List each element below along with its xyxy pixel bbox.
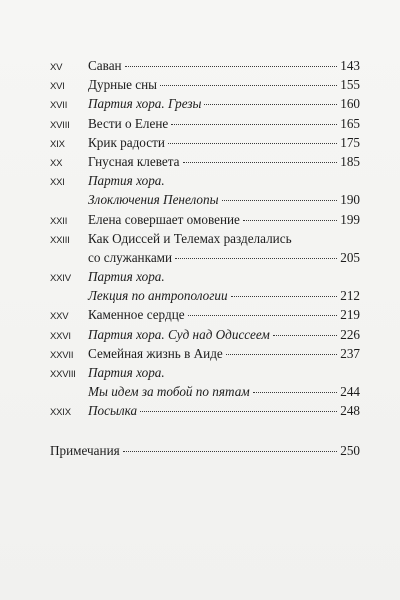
dot-leader — [188, 315, 338, 316]
dot-leader — [168, 143, 337, 144]
chapter-number: XXVIII — [50, 369, 76, 380]
chapter-number: XXIX — [50, 407, 71, 419]
dot-leader — [204, 104, 337, 105]
dot-leader — [140, 411, 337, 412]
chapter-title: Лекция по антропологии — [88, 288, 228, 304]
page-number: 244 — [340, 384, 360, 400]
chapter-title: Партия хора. Грезы — [88, 96, 202, 112]
toc-entry — [50, 133, 360, 152]
toc-entry — [50, 344, 360, 363]
toc-entry — [50, 267, 360, 286]
chapter-title: Мы идем за тобой по пятам — [88, 384, 250, 400]
dot-leader — [243, 220, 337, 221]
dot-leader — [171, 124, 337, 125]
chapter-title: Партия хора. Суд над Одиссеем — [88, 326, 270, 342]
chapter-title: Партия хора. — [88, 173, 165, 189]
page-number: 212 — [340, 288, 360, 304]
chapter-title: Как Одиссей и Телемах разделались — [88, 230, 292, 246]
chapter-number: XXIII — [50, 234, 70, 246]
chapter-number: XVIII — [50, 119, 70, 131]
toc-entry — [50, 56, 360, 75]
page-number: 248 — [340, 403, 360, 419]
chapter-number: XXV — [50, 311, 69, 323]
dot-leader — [175, 258, 337, 259]
toc-entry — [50, 152, 360, 171]
chapter-title: Партия хора. — [88, 365, 165, 380]
page-number: 155 — [340, 77, 360, 93]
chapter-number: XVI — [50, 81, 65, 93]
chapter-number: XVII — [50, 100, 68, 112]
toc-entry — [50, 210, 360, 229]
page-number: 190 — [340, 192, 360, 208]
chapter-title: Дурные сны — [88, 77, 158, 93]
chapter-title: Партия хора. — [88, 269, 165, 285]
dot-leader — [231, 296, 338, 297]
page-number: 226 — [340, 326, 360, 342]
chapter-title: Крик радости — [88, 134, 165, 150]
chapter-title: Вести о Елене — [88, 115, 169, 131]
chapter-title: Семейная жизнь в Аиде — [88, 345, 223, 361]
toc-entry-continuation — [50, 190, 360, 209]
toc-entry — [50, 305, 360, 324]
toc-entry-continuation — [50, 382, 360, 401]
page-number: 205 — [340, 249, 360, 265]
page-number: 237 — [340, 345, 360, 361]
page-number: 143 — [340, 58, 360, 73]
toc-entry — [50, 94, 360, 113]
toc-entry — [50, 229, 360, 248]
chapter-title: Саван — [88, 58, 122, 73]
chapter-title: Посылка — [88, 403, 138, 419]
page-number: 165 — [340, 115, 360, 131]
toc-entry — [50, 75, 360, 94]
chapter-title: Злоключения Пенелопы — [88, 192, 219, 208]
toc-entry — [50, 401, 360, 420]
toc-entry-continuation — [50, 286, 360, 305]
page-number: 250 — [340, 442, 360, 458]
chapter-title: Гнусная клевета — [88, 153, 180, 169]
chapter-title: со служанками — [88, 249, 173, 265]
dot-leader — [160, 85, 337, 86]
dot-leader — [226, 354, 337, 355]
dot-leader — [123, 451, 338, 452]
notes-title: Примечания — [50, 442, 120, 458]
page-number: 219 — [340, 307, 360, 323]
chapter-number: XXII — [50, 215, 68, 227]
page-number: 199 — [340, 211, 360, 227]
table-of-contents — [50, 56, 360, 460]
toc-notes-entry — [50, 441, 360, 460]
dot-leader — [253, 392, 338, 393]
chapter-number: XX — [50, 157, 63, 169]
toc-entry — [50, 325, 360, 344]
page-number: 160 — [340, 96, 360, 112]
dot-leader — [273, 335, 337, 336]
page-number: 175 — [340, 134, 360, 150]
dot-leader — [183, 162, 338, 163]
chapter-number: XIX — [50, 138, 65, 150]
dot-leader — [222, 200, 338, 201]
chapter-number: XXIV — [50, 273, 71, 285]
chapter-number: XXVII — [50, 349, 74, 361]
chapter-number: XV — [50, 62, 63, 73]
chapter-title: Каменное сердце — [88, 307, 185, 323]
toc-entry — [50, 171, 360, 190]
chapter-number: XXVI — [50, 330, 71, 342]
page-number: 185 — [340, 153, 360, 169]
dot-leader — [125, 66, 338, 67]
chapter-number: XXI — [50, 177, 65, 189]
chapter-title: Елена совершает омовение — [88, 211, 240, 227]
toc-entry — [50, 114, 360, 133]
toc-entry — [50, 363, 360, 382]
toc-entry-continuation — [50, 248, 360, 267]
